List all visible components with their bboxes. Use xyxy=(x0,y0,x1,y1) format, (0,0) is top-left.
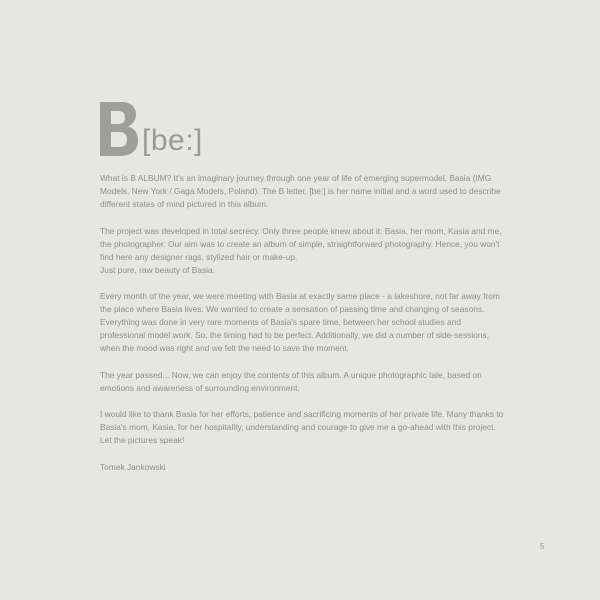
paragraph-year-passed: The year passed... Now, we can enjoy the contents of this album. A unique photographic tale, based on emotions and awareness of surrounding environment. xyxy=(100,369,482,393)
paragraph-monthly-sessions: Every month of the year, we were meeting with Basia at exactly same place - a lakeshore, not far away from the place where Basia lives. We wanted to create a sensation of passing time and changing of seasons. Everything was done in very rare moments of Basia's spare time, between her school studies and professional model work. So, the timing had to be perfect. Additionally, we did a number of side-sessions, when the mood was right and we felt the need to save the moment. xyxy=(100,291,500,354)
b-letter-logo-icon xyxy=(100,102,138,156)
signature: Tomek Jankowski xyxy=(100,461,166,472)
album-logo xyxy=(100,102,203,156)
paragraph-thanks: I would like to thank Basia for her efforts, patience and sacrificing moments of her private life. Many thanks to Basia's mom, Kasia, for her hospitality, understanding and courage to give me a go-ahead with this project. Let the pictures speak! xyxy=(100,409,504,446)
paragraph-project: The project was developed in total secrecy. Only three people knew about it: Basia, her mom, Kasia and me, the photographer. Our aim was to create an album of simple, straightforward photography. Hence, you won't find here any designer rags, stylized hair or make-up. xyxy=(100,225,502,262)
album-intro-text xyxy=(100,172,504,488)
logo-text: [be:] xyxy=(142,124,203,157)
paragraph-intro: What is B ALBUM? It's an imaginary journey through one year of life of emerging supermodel, Basia (IMG Models, New York / Gaga Models, Poland). The B letter, [be:] is her name initial and a word used to describe different states of mind pictured in this album. xyxy=(100,173,501,209)
paragraph-pure-beauty: Just pure, raw beauty of Basia. xyxy=(100,264,215,275)
page-number: 5 xyxy=(540,542,545,551)
